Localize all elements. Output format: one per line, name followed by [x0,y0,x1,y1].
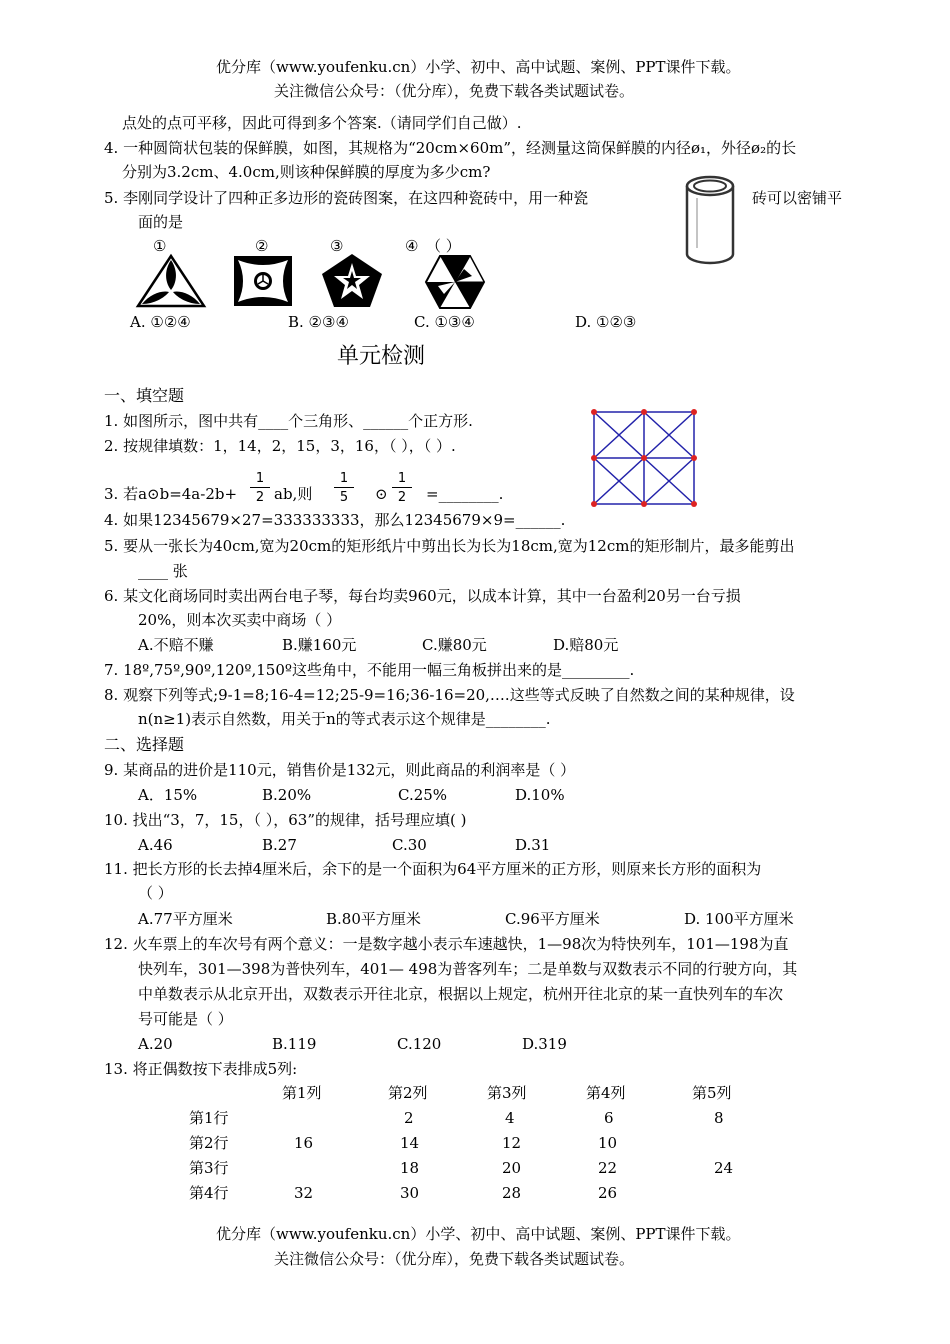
fill-question-3-part-b: ab,则 [274,485,313,503]
q12-option-a: A.20 [138,1035,173,1053]
q12-option-b: B.119 [272,1035,317,1053]
q5-option-b: B. ②③④ [288,313,349,331]
q6-option-d: D.赔80元 [553,636,619,654]
choice-question-12-line-2: 快列车，301—398为普快列车，401— 498为普客列车；二是单数与双数表示不同的行驶方向，其 [138,960,798,978]
header-line-2: 关注微信公众号：（优分库），免费下载各类试题试卷。 [274,82,635,100]
table-cell: 30 [400,1184,420,1202]
table-column-header: 第1列 [282,1084,322,1102]
table-row-label: 第3行 [189,1159,229,1177]
fill-question-8-line-2: n(n≥1)表示自然数，用关于n的等式表示这个规律是________. [138,710,551,728]
q11-option-c: C.96平方厘米 [505,910,600,928]
table-cell: 16 [294,1134,314,1152]
choice-question-10: 10. 找出“3，7，15，（ ），63”的规律，括号理应填( ) [104,811,467,829]
question-5-line-1-end: 砖可以密铺平 [752,189,843,207]
q11-option-b: B.80平方厘米 [326,910,421,928]
table-cell: 26 [598,1184,618,1202]
section-2-heading: 二、选择题 [104,735,185,754]
tile-label-4: ④ [405,237,419,255]
unit-title: 单元检测 [337,344,426,369]
table-column-header: 第2列 [388,1084,428,1102]
tile-3-pentagon-star [320,251,384,309]
table-cell: 22 [598,1159,618,1177]
fraction-one-fifth [334,472,354,504]
table-cell: 10 [598,1134,618,1152]
question-4-line-2: 分别为3.2cm、4.0cm,则该种保鲜膜的厚度为多少cm? [122,163,491,181]
fill-question-3-part-a: 3. 若a⊙b=4a-2b+ [104,485,238,503]
fill-question-5-line-2: ____ 张 [138,562,188,580]
table-cell: 8 [714,1109,724,1127]
answer-blank: （ ） [426,237,461,255]
q9-option-c: C.25% [398,786,448,804]
continuation-text: 点处的点可平移，因此可得到多个答案.（请同学们自己做）. [122,114,522,132]
table-cell: 18 [400,1159,420,1177]
q10-option-d: D.31 [515,836,551,854]
fill-question-5-line-1: 5. 要从一张长为40cm,宽为20cm的矩形纸片中剪出长为长为18cm,宽为12cm的矩形制片，最多能剪出 [104,537,795,555]
fraction-one-half-a [250,472,270,504]
fraction-numerator: 1 [334,472,354,488]
question-4-line-1: 4. 一种圆筒状包装的保鲜膜，如图，其规格为“20cm×60m”，经测量这筒保鲜膜的内径ø₁，外径ø₂的长 [104,139,797,157]
header-line-1: 优分库（www.youfenku.cn）小学、初中、高中试题、案例、PPT课件下载。 [216,58,741,76]
q10-option-a: A.46 [138,836,173,854]
choice-question-13: 13. 将正偶数按下表排成5列: [104,1060,298,1078]
section-1-heading: 一、填空题 [104,386,185,405]
fill-question-6-line-2: 20%，则本次买卖中商场（ ） [138,611,342,629]
fraction-one-half-b [392,472,412,504]
q6-option-a: A.不赔不赚 [138,636,214,654]
triangle-square-grid-figure [588,406,700,510]
fill-question-6-line-1: 6. 某文化商场同时卖出两台电子琴，每台均卖960元，以成本计算，其中一台盈利20另一台亏损 [104,587,741,605]
q11-option-d: D. 100平方厘米 [684,910,794,928]
tile-label-3: ③ [330,237,344,255]
table-cell: 2 [404,1109,414,1127]
table-cell: 20 [502,1159,522,1177]
table-row-label: 第2行 [189,1134,229,1152]
plastic-wrap-cylinder-figure [680,168,740,268]
fraction-denominator: 5 [339,490,349,505]
fill-question-8-line-1: 8. 观察下列等式;9-1=8;16-4=12;25-9=16;36-16=20,….这些等式反映了自然数之间的某种规律，设 [104,686,795,704]
fraction-denominator: 2 [397,490,407,505]
table-cell: 28 [502,1184,522,1202]
table-column-header: 第3列 [487,1084,527,1102]
table-cell: 6 [604,1109,614,1127]
footer-line-2: 关注微信公众号：（优分库），免费下载各类试题试卷。 [274,1250,635,1268]
q6-option-c: C.赚80元 [422,636,487,654]
q12-option-d: D.319 [522,1035,567,1053]
footer-line-1: 优分库（www.youfenku.cn）小学、初中、高中试题、案例、PPT课件下载。 [216,1225,741,1243]
table-cell: 32 [294,1184,314,1202]
tile-2-square-pattern [232,254,294,308]
table-row-label: 第1行 [189,1109,229,1127]
q11-option-a: A.77平方厘米 [138,910,233,928]
table-cell: 4 [505,1109,515,1127]
table-cell: 12 [502,1134,522,1152]
fraction-numerator: 1 [392,472,412,488]
choice-question-11-line-1: 11. 把长方形的长去掉4厘米后，余下的是一个面积为64平方厘米的正方形，则原来长方形的面积为 [104,860,762,878]
fraction-numerator: 1 [250,472,270,488]
q10-option-b: B.27 [262,836,297,854]
tile-1-triangle-pattern [136,254,206,308]
question-5-line-1: 5. 李刚同学设计了四种正多边形的瓷砖图案，在这四种瓷砖中，用一种瓷 [104,189,589,207]
q5-option-d: D. ①②③ [575,313,637,331]
q9-option-a: A．15% [138,786,198,804]
table-cell: 24 [714,1159,734,1177]
table-cell: 14 [400,1134,420,1152]
choice-question-12-line-1: 12. 火车票上的车次号有两个意义：一是数字越小表示车速越快，1—98次为特快列车，101—198为直 [104,935,789,953]
choice-question-12-line-3: 中单数表示从北京开出，双数表示开往北京，根据以上规定，杭州开往北京的某一直快列车的车次 [138,985,784,1003]
choice-question-11-line-2: （ ） [138,884,173,902]
q9-option-d: D.10% [515,786,565,804]
tile-label-2: ② [255,237,269,255]
fill-question-2: 2. 按规律填数：1，14，2，15，3，16，（ ），（ ）. [104,437,456,455]
q9-option-b: B.20% [262,786,312,804]
q6-option-b: B.赚160元 [282,636,357,654]
choice-question-12-line-4: 号可能是（ ） [138,1010,233,1028]
tile-label-1: ① [153,237,167,255]
q12-option-c: C.120 [397,1035,442,1053]
tile-4-hexagon-pattern [424,254,486,310]
fill-question-4: 4. 如果12345679×27=333333333，那么12345679×9=______. [104,511,566,529]
fill-question-1: 1. 如图所示，图中共有____个三角形、______个正方形. [104,412,473,430]
fill-question-7: 7. 18º,75º,90º,120º,150º这些角中，不能用一幅三角板拼出来的是_________. [104,661,635,679]
q10-option-c: C.30 [392,836,427,854]
fill-question-3-part-d: =________. [426,485,504,503]
question-5-line-2: 面的是 [138,213,184,231]
table-row-label: 第4行 [189,1184,229,1202]
q5-option-c: C. ①③④ [414,313,475,331]
fraction-denominator: 2 [255,490,265,505]
table-column-header: 第4列 [586,1084,626,1102]
table-column-header: 第5列 [692,1084,732,1102]
choice-question-9: 9. 某商品的进价是110元，销售价是132元，则此商品的利润率是（ ） [104,761,576,779]
fill-question-3-operator: ⊙ [375,485,388,503]
q5-option-a: A. ①②④ [130,313,191,331]
